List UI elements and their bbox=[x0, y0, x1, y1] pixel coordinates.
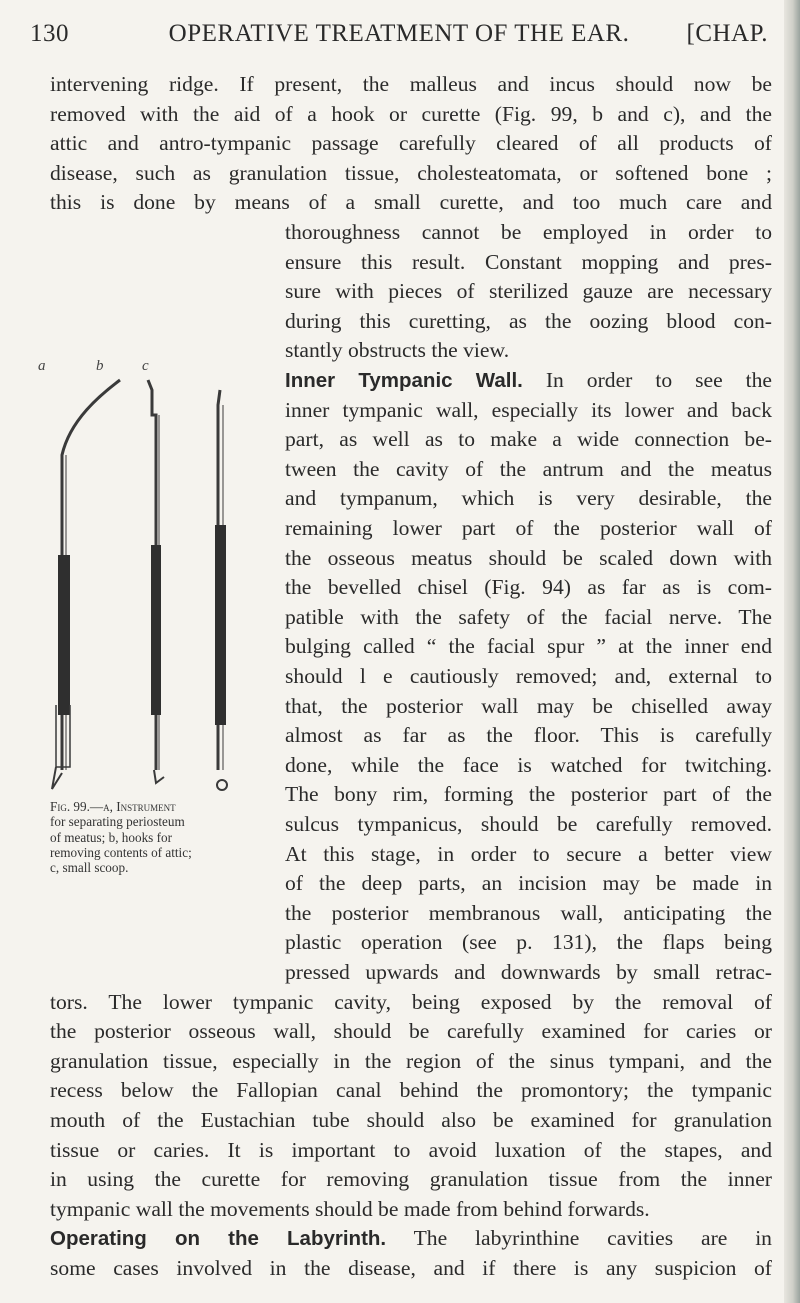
caption-line: removing contents of attic; bbox=[50, 844, 192, 860]
body-line: and tympanum, which is very desirable, the bbox=[285, 486, 772, 511]
running-title: OPERATIVE TREATMENT OF THE EAR. bbox=[168, 20, 630, 47]
caption-line: c, small scoop. bbox=[50, 860, 129, 876]
body-line: that, the posterior wall may be chiselled away bbox=[285, 693, 772, 718]
body-line: Inner Tympanic Wall. In order to see the bbox=[285, 368, 772, 392]
caption-line: for separating periosteum bbox=[50, 814, 185, 830]
body-line: sulcus tympanicus, should be carefully removed. bbox=[285, 812, 772, 836]
body-line: intervening ridge. If present, the malleus and incus should now be bbox=[50, 72, 772, 96]
body-line: during this curetting, as the oozing blood con- bbox=[285, 308, 772, 333]
body-line: bulging called “ the facial spur ” at the inner end bbox=[285, 634, 772, 659]
caption-line: Fig. 99.—a, Instrument bbox=[50, 799, 176, 814]
figure-caption bbox=[50, 799, 276, 875]
figure-letter-a: a bbox=[38, 358, 46, 374]
chapter-marker: [CHAP. bbox=[686, 20, 768, 47]
body-line: tympanic wall the movements should be made from behind forwards. bbox=[50, 1196, 650, 1221]
body-line: done, while the face is watched for twitching. bbox=[285, 752, 772, 777]
body-line: the posterior membranous wall, anticipating the bbox=[285, 900, 772, 925]
body-line: sure with pieces of sterilized gauze are necessary bbox=[285, 279, 772, 304]
body-line: part, as well as to make a wide connection be- bbox=[285, 427, 772, 452]
body-line: mouth of the Eustachian tube should also be examined for granulation bbox=[50, 1108, 772, 1132]
running-header bbox=[30, 20, 768, 60]
figure-letter-b: b bbox=[96, 358, 104, 374]
instrument-figure bbox=[30, 375, 260, 795]
body-line: tissue or caries. It is important to avoid luxation of the stapes, and bbox=[50, 1137, 772, 1162]
body-line: inner tympanic wall, especially its lower and back bbox=[285, 397, 772, 422]
body-line: attic and antro-tympanic passage carefully cleared of all products of bbox=[50, 131, 772, 156]
body-line: removed with the aid of a hook or curette (Fig. 99, b and c), and the bbox=[50, 101, 772, 126]
body-line: should l e cautiously removed; and, external to bbox=[285, 664, 772, 688]
body-line: patible with the safety of the facial nerve. The bbox=[285, 604, 772, 629]
body-line: The bony rim, forming the posterior part of the bbox=[285, 782, 772, 807]
body-line: the bevelled chisel (Fig. 94) as far as is com- bbox=[285, 575, 772, 600]
body-line: the osseous meatus should be scaled down with bbox=[285, 545, 772, 570]
section-heading-inner-tympanic-wall: Inner Tympanic Wall. bbox=[285, 369, 523, 392]
body-line: At this stage, in order to secure a better view bbox=[285, 841, 772, 866]
page-edge bbox=[784, 0, 800, 1303]
body-line: remaining lower part of the posterior wall of bbox=[285, 516, 772, 540]
body-line: granulation tissue, especially in the region of the sinus tympani, and the bbox=[50, 1048, 772, 1073]
figure-letter-c: c bbox=[142, 358, 149, 374]
body-line: thoroughness cannot be employed in order to bbox=[285, 220, 772, 244]
body-line: disease, such as granulation tissue, cholesteatomata, or softened bone ; bbox=[50, 160, 772, 185]
instrument-c-small-scoop bbox=[215, 390, 227, 790]
body-line: tors. The lower tympanic cavity, being exposed by the removal of bbox=[50, 989, 772, 1014]
body-line: the posterior osseous wall, should be carefully examined for caries or bbox=[50, 1019, 772, 1044]
body-line: of the deep parts, an incision may be made in bbox=[285, 871, 772, 896]
body-line: almost as far as the floor. This is carefully bbox=[285, 723, 772, 748]
page-number: 130 bbox=[30, 20, 69, 47]
body-line: in using the curette for removing granulation tissue from the inner bbox=[50, 1167, 772, 1192]
body-line: ensure this result. Constant mopping and pres- bbox=[285, 249, 772, 274]
section-heading-operating-on-the-labyrinth: Operating on the Labyrinth. bbox=[50, 1227, 387, 1251]
body-line: recess below the Fallopian canal behind the promontory; the tympanic bbox=[50, 1078, 772, 1103]
caption-line: of meatus; b, hooks for bbox=[50, 829, 172, 845]
body-line: some cases involved in the disease, and if there is any suspicion of bbox=[50, 1256, 772, 1280]
instrument-b-attic-hook bbox=[148, 380, 164, 783]
body-line: plastic operation (see p. 131), the flaps being bbox=[285, 930, 772, 955]
instrument-a-periosteum-elevator bbox=[52, 380, 120, 789]
body-line: tween the cavity of the antrum and the meatus bbox=[285, 456, 772, 481]
body-line: Operating on the Labyrinth. The labyrinthine cavities are in bbox=[50, 1226, 772, 1251]
body-line: stantly obstructs the view. bbox=[285, 338, 510, 363]
body-line: this is done by means of a small curette, and too much care and bbox=[50, 190, 772, 215]
body-line: pressed upwards and downwards by small retrac- bbox=[285, 960, 772, 984]
